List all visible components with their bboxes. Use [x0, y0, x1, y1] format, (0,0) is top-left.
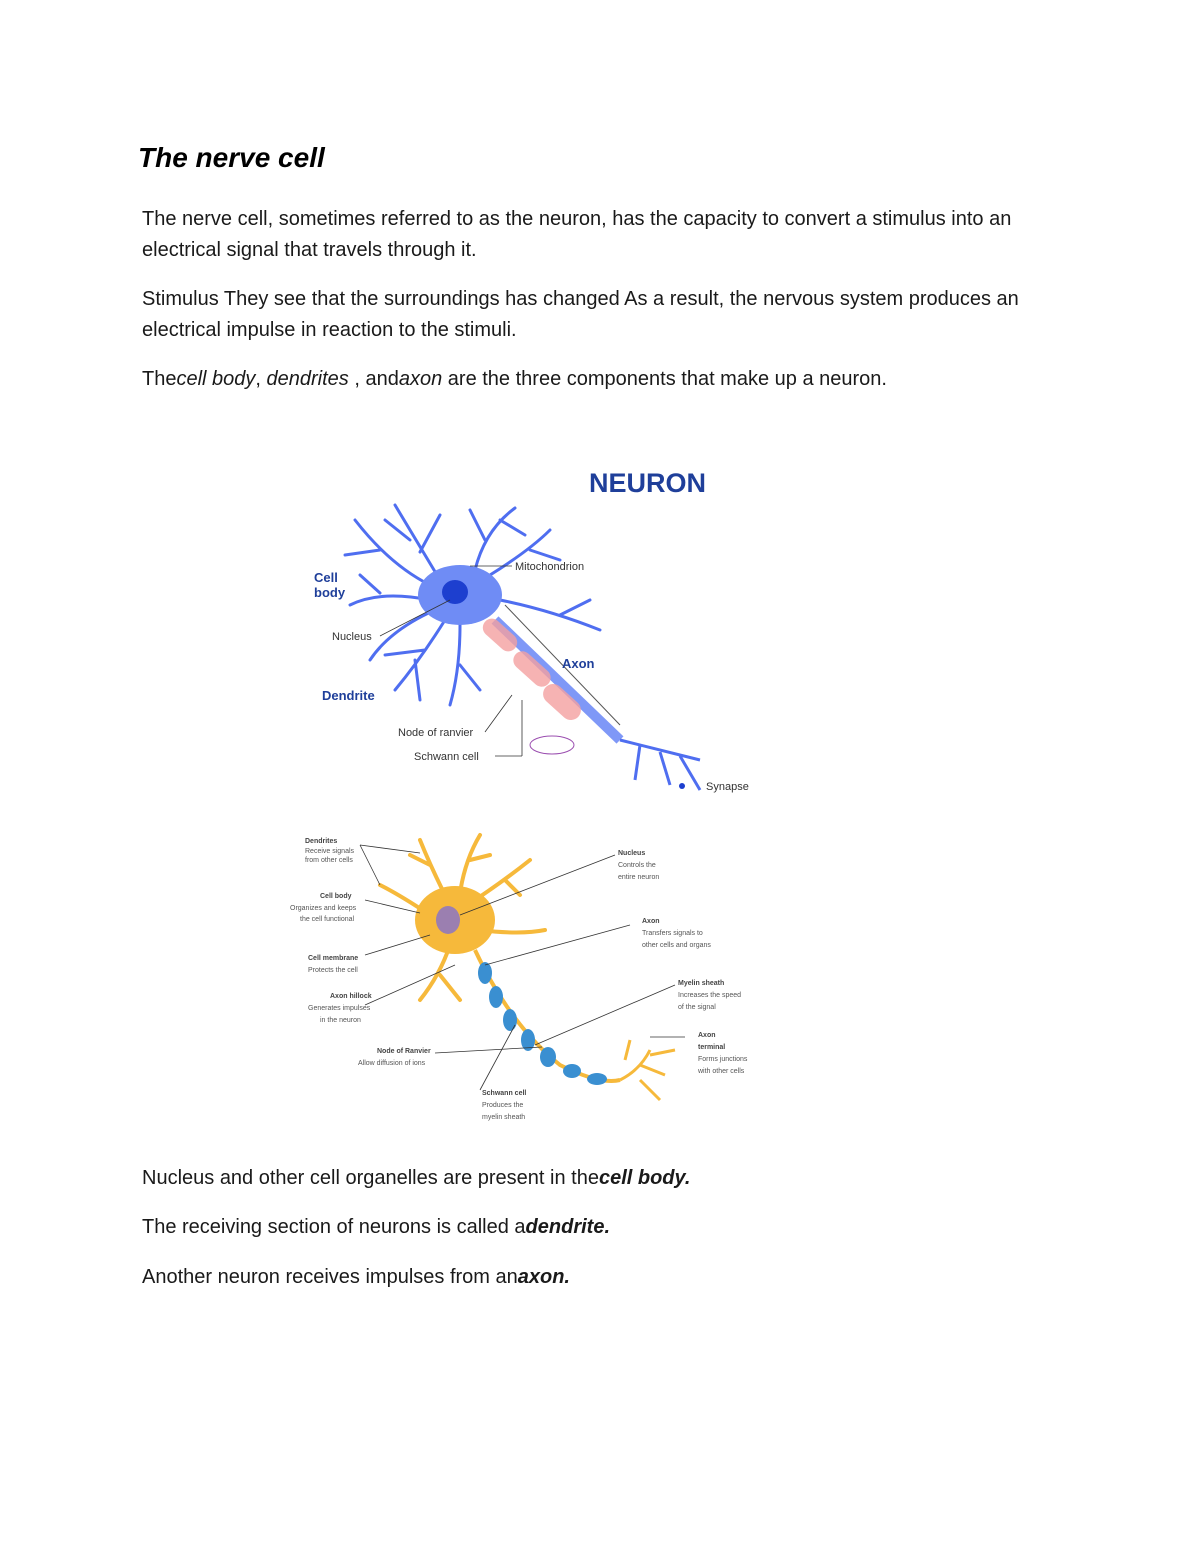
neuron-diagram-yellow — [280, 825, 760, 1125]
text-segment: Another neuron receives impulses from an — [142, 1266, 518, 1288]
myelin-segments-yellow — [478, 962, 607, 1085]
paragraph-cell-body — [142, 1163, 1072, 1194]
term-dendrites: dendrites — [266, 368, 349, 390]
label-axon-title: Axon — [642, 918, 660, 925]
label-axon-desc2: other cells and organs — [642, 942, 711, 949]
label-schwann-title: Schwann cell — [482, 1090, 527, 1097]
label-mitochondrion: Mitochondrion — [515, 561, 585, 573]
label-cell-body-1: Cell — [314, 570, 338, 585]
label-terminal-desc2: with other cells — [698, 1068, 745, 1075]
label-cellbody-desc1: Organizes and keeps — [290, 905, 357, 912]
text-segment: The — [142, 368, 177, 390]
synapse-callout-circle — [530, 736, 574, 754]
text-segment: Nucleus and other cell organelles are present in the — [142, 1167, 599, 1189]
label-myelin-desc2: of the signal — [678, 1004, 716, 1011]
label-membrane-desc1: Protects the cell — [308, 967, 358, 974]
paragraph-components — [142, 364, 1072, 395]
page-title: The nerve cell — [138, 142, 325, 173]
label-hillock-desc1: Generates impulses — [308, 1005, 371, 1012]
neuron-diagram-blue — [300, 460, 770, 805]
label-myelin-title: Myelin sheath — [678, 980, 725, 987]
label-nucleus: Nucleus — [332, 631, 372, 643]
label-schwann-desc2: myelin sheath — [482, 1114, 526, 1121]
term-dendrite-bold: dendrite. — [525, 1216, 610, 1238]
label-synapse: Synapse — [706, 781, 749, 793]
label-dendrites-desc1: Receive signals — [305, 848, 355, 855]
paragraph-stimulus: Stimulus They see that the surroundings has changed As a result, the nervous system produces an electrical impulse in reaction to the stimuli. — [142, 288, 1019, 341]
label-terminal-title2: terminal — [698, 1044, 726, 1051]
label-dendrite: Dendrite — [322, 688, 375, 703]
axon-terminals — [620, 740, 700, 790]
label-myelin-desc1: Increases the speed — [678, 992, 742, 999]
label-dendrites-desc2: from other cells — [305, 857, 353, 864]
nucleus-yellow — [436, 906, 460, 934]
term-cell-body-bold: cell body. — [598, 1167, 691, 1189]
axon-terminal-yellow — [620, 1040, 675, 1100]
label-hillock-title: Axon hillock — [330, 993, 372, 1000]
label-terminal-title1: Axon — [698, 1032, 716, 1039]
label-nucleus-desc2: entire neuron — [618, 874, 660, 881]
text-segment: The receiving section of neurons is called a — [142, 1216, 526, 1238]
text-segment: , — [255, 368, 267, 390]
label-schwann-desc1: Produces the — [482, 1102, 524, 1109]
label-node-desc1: Allow diffusion of ions — [358, 1060, 426, 1067]
label-terminal-desc1: Forms junctions — [698, 1056, 748, 1063]
nucleus-shape — [442, 580, 468, 604]
neuron-heading: NEURON — [589, 468, 707, 498]
label-hillock-desc2: in the neuron — [320, 1017, 361, 1024]
label-node-of-ranvier: Node of ranvier — [398, 727, 474, 739]
label-cell-body-2: body — [314, 585, 346, 600]
label-nucleus-title: Nucleus — [618, 850, 646, 857]
label-cellbody-desc2: the cell functional — [300, 916, 355, 923]
label-node-title: Node of Ranvier — [377, 1048, 431, 1055]
label-dendrites-title: Dendrites — [305, 838, 338, 845]
label-cellbody-title: Cell body — [320, 893, 352, 900]
label-membrane-title: Cell membrane — [308, 955, 359, 962]
label-axon-desc1: Transfers signals to — [642, 930, 703, 937]
term-axon: axon — [398, 368, 443, 390]
label-schwann-cell: Schwann cell — [414, 751, 479, 763]
text-segment: , and — [348, 368, 399, 390]
paragraph-dendrite — [142, 1212, 1072, 1243]
label-axon: Axon — [562, 656, 595, 671]
paragraph-definition: The nerve cell, sometimes referred to as the neuron, has the capacity to convert a stimulus into an electrical signal that travels through it. — [142, 208, 1012, 261]
term-cell-body: cell body — [176, 368, 256, 390]
label-nucleus-desc1: Controls the — [618, 862, 656, 869]
text-segment: are the three components that make up a neuron. — [442, 368, 887, 390]
term-axon-bold: axon. — [517, 1266, 570, 1288]
paragraph-axon — [142, 1262, 1072, 1293]
